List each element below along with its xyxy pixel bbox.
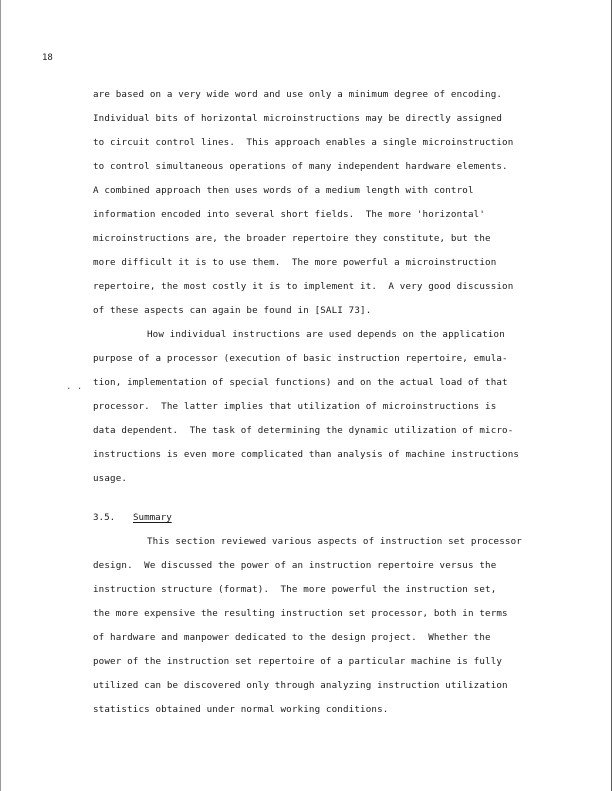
text-line: statistics obtained under normal working conditions. [93,704,389,715]
page-number: 18 [42,53,53,63]
text-line: microinstructions are, the broader repertoire they constitute, but the [93,233,491,244]
text-line: This section reviewed various aspects of instruction set processor [147,536,522,547]
section-number: 3.5. [93,512,116,523]
text-line: data dependent. The task of determining the dynamic utilization of micro- [93,425,514,436]
text-line: power of the instruction set repertoire of a particular machine is fully [93,656,503,667]
text-line: of these aspects can again be found in [SALI 73]. [93,305,372,316]
section-title: Summary [133,512,172,523]
text-line: usage. [93,473,128,484]
text-line: design. We discussed the power of an instruction repertoire versus the [93,560,497,571]
text-line: repertoire, the most costly it is to implement it. A very good discussion [93,281,514,292]
text-line: instructions is even more complicated than analysis of machine instructions [93,449,520,460]
text-line: the more expensive the resulting instruction set processor, both in terms [93,608,508,619]
text-line: Individual bits of horizontal microinstructions may be directly assigned [93,113,503,124]
text-line: are based on a very wide word and use only a minimum degree of encoding. [93,89,503,100]
text-line: more difficult it is to use them. The more powerful a microinstruction [93,257,497,268]
text-line: of hardware and manpower dedicated to the design project. Whether the [93,632,491,643]
margin-mark: . . [66,382,83,392]
text-line: to circuit control lines. This approach enables a single microinstruction [93,137,514,148]
text-line: utilized can be discovered only through analyzing instruction utilization [93,680,508,691]
text-line: purpose of a processor (execution of basic instruction repertoire, emula- [93,353,508,364]
text-line: tion, implementation of special functions) and on the actual load of that [93,377,508,388]
text-line: How individual instructions are used depends on the application [147,329,505,340]
text-line: to control simultaneous operations of many independent hardware elements. [93,161,508,172]
scan-edge-left [0,0,1,791]
text-line: processor. The latter implies that utilization of microinstructions is [93,401,497,412]
text-line: A combined approach then uses words of a medium length with control [93,185,474,196]
text-line: information encoded into several short fields. The more 'horizontal' [93,209,486,220]
text-line: instruction structure (format). The more powerful the instruction set, [93,584,497,595]
